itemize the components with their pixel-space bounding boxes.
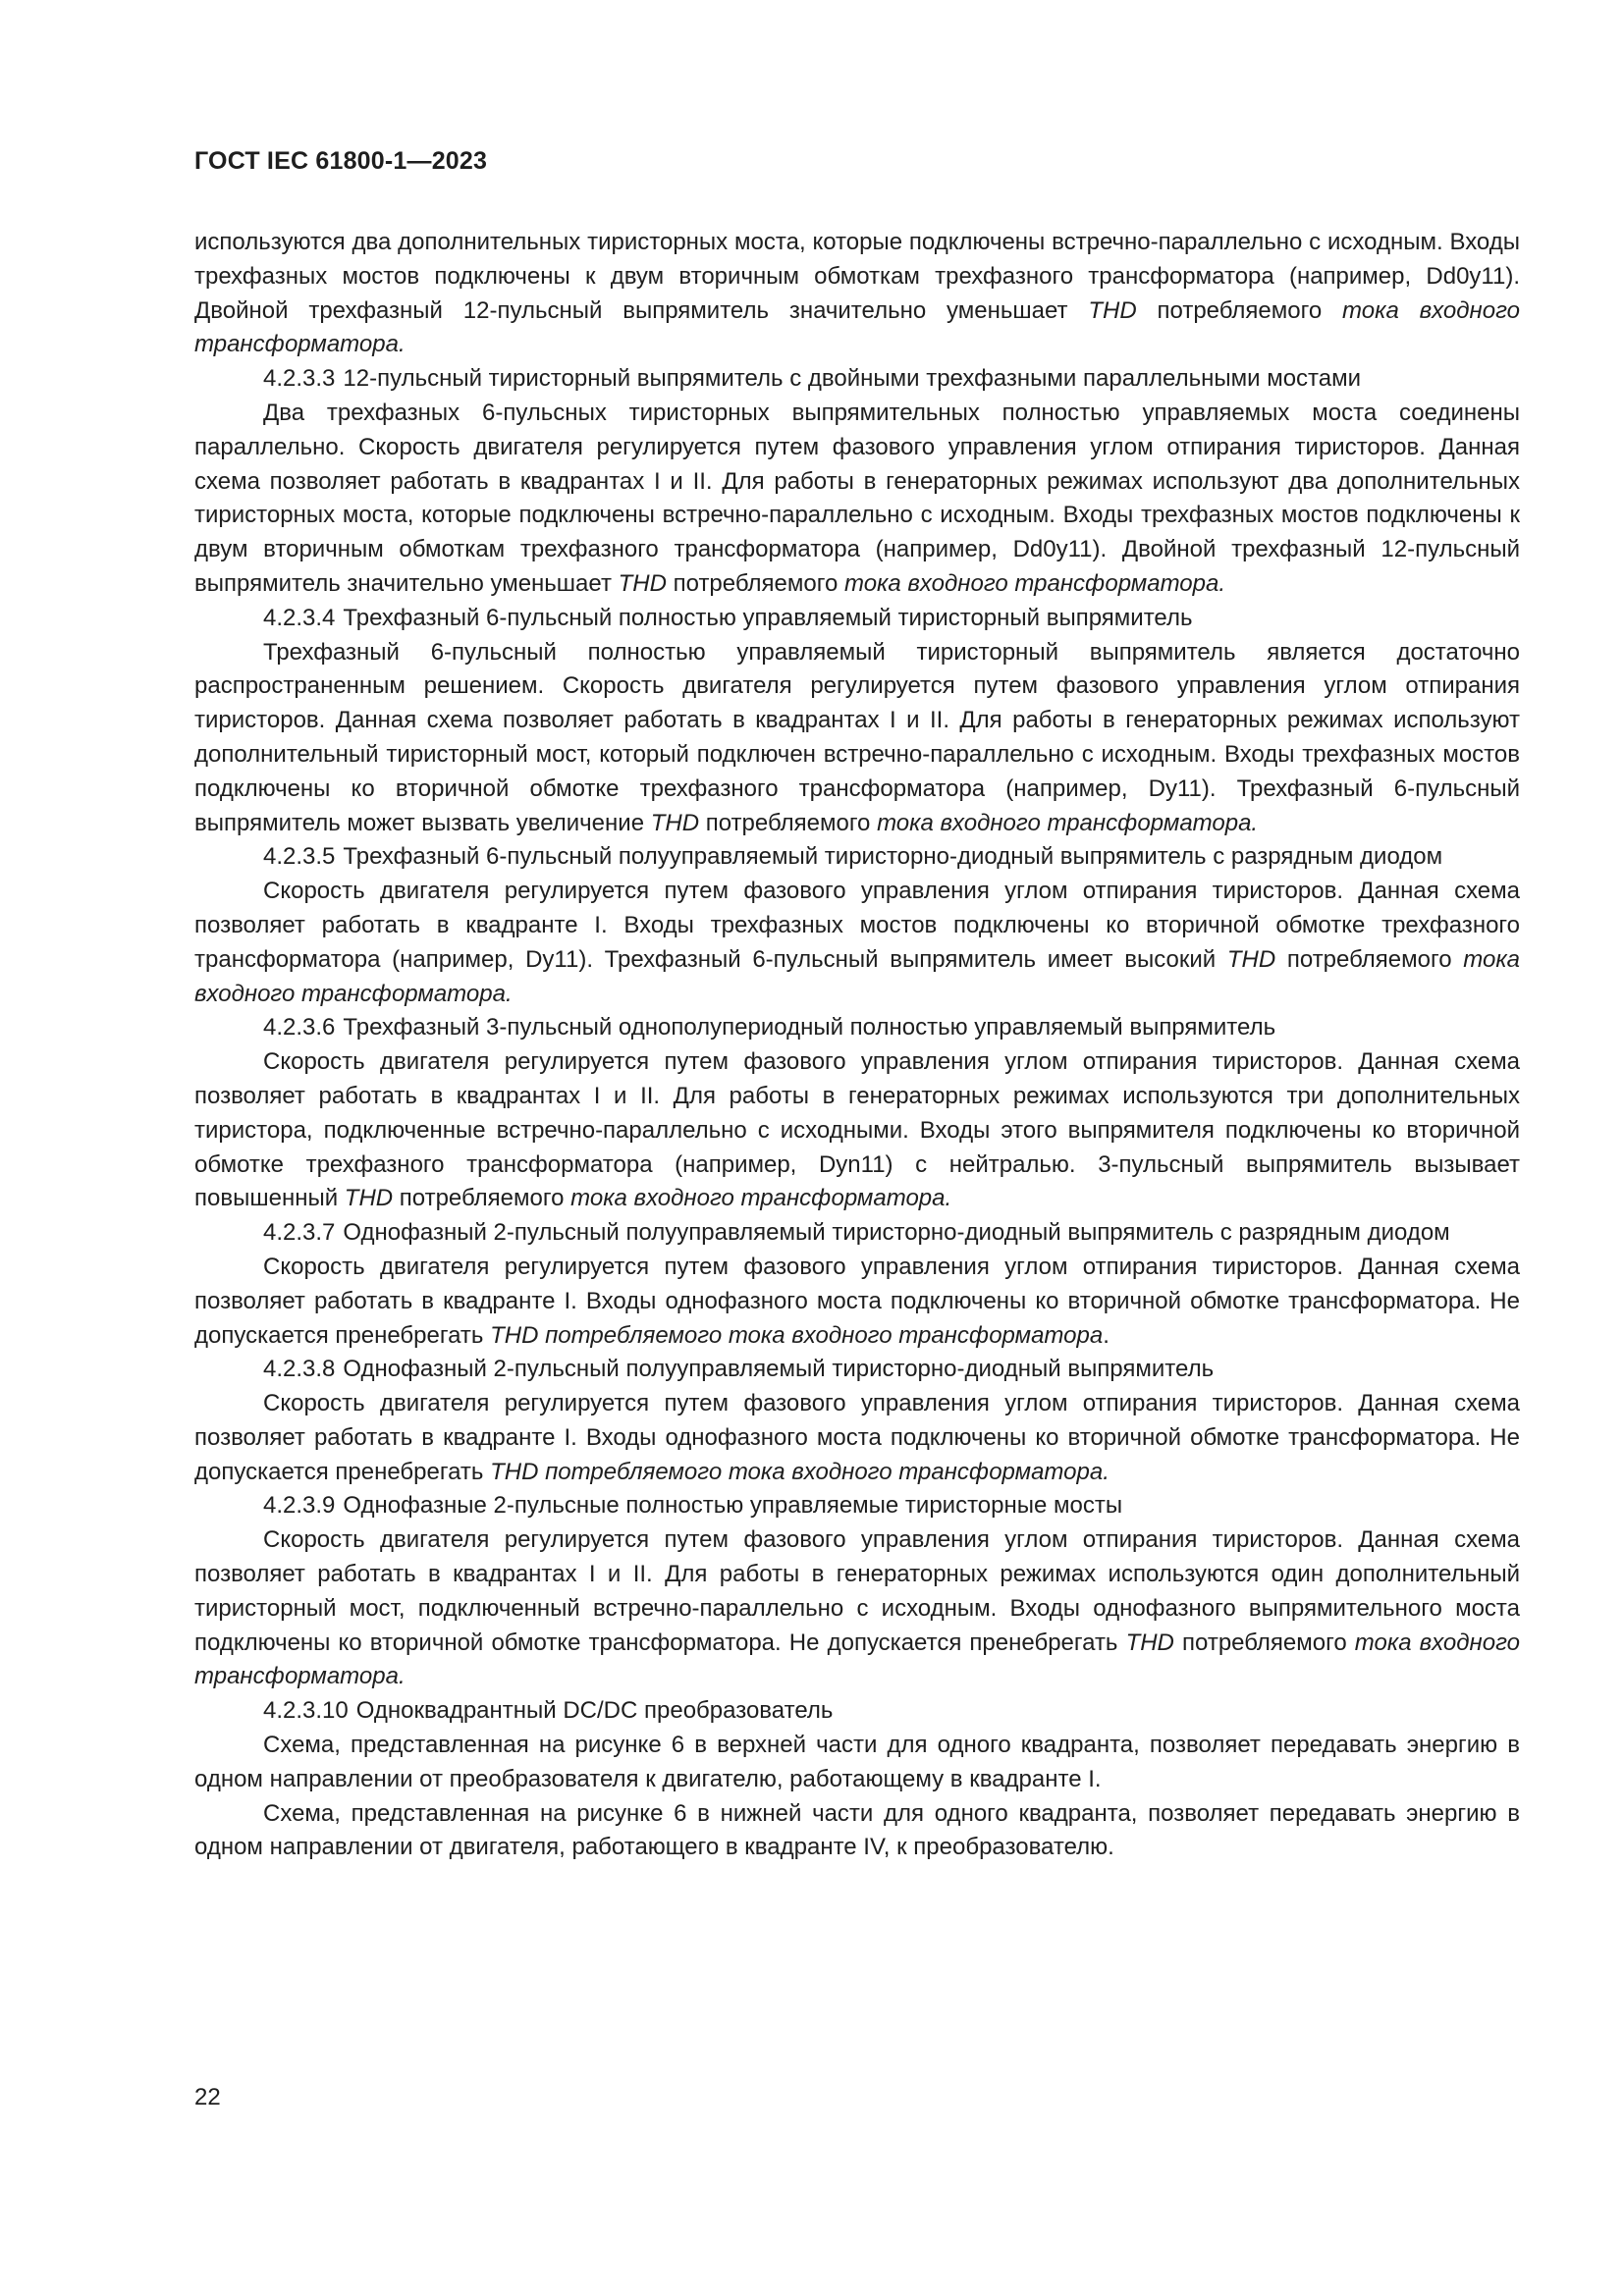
italic-text: THD потребляемого тока входного трансформатора — [490, 1321, 1104, 1349]
italic-text: THD — [650, 809, 700, 836]
paragraph-text: Скорость двигателя регулируется путем фазового управления углом отпирания тиристоров. Данная схема позволяет работать в квадрантах I и II. Для работы в генераторных режимах используются три дополнительных тиристора, подключенные встречно-параллельно с исходными. Входы этого выпрямителя подключены ко вторичной обмотке трехфазного трансформатора (например, Dyn11) с нейтралью. 3-пульсный выпрямитель вызывает повышенный — [194, 1048, 1520, 1212]
body-paragraph — [194, 636, 1520, 841]
body-paragraph — [194, 1045, 1520, 1216]
section-heading — [194, 602, 1520, 636]
body-paragraph — [194, 1729, 1520, 1797]
paragraph-text: используются два дополнительных тиристорных моста, которые подключены встречно-параллельно с исходным. Входы трехфазных мостов подключены к двум вторичным обмоткам трехфазного трансформатора (например, Dd0y11). Двойной трехфазный 12-пульсный выпрямитель значительно уменьшает — [194, 229, 1520, 324]
body-paragraph — [194, 226, 1520, 362]
section-heading — [194, 1489, 1520, 1523]
paragraph-text: Трехфазный 6-пульсный полностью управляемый тиристорный выпрямитель является достаточно распространенным решением. Скорость двигателя регулируется путем фазового управления углом отпирания тиристоров. Данная схема позволяет работать в квадрантах I и II. Для работы в генераторных режимах используют дополнительный тиристорный мост, который подключен встречно-параллельно с исходным. Входы трехфазных мостов подключены ко вторичной обмотке трехфазного трансформатора (например, Dy11). Трехфазный 6-пульсный выпрямитель может вызвать увеличение — [194, 638, 1520, 836]
paragraph-text: потребляемого — [1275, 945, 1464, 973]
section-title: Трехфазный 6-пульсный полностью управляемый тиристорный выпрямитель — [343, 604, 1193, 631]
paragraph-text: Скорость двигателя регулируется путем фазового управления углом отпирания тиристоров. Данная схема позволяет работать в квадранте I. Входы однофазного моста подключены ко вторичной обмотке трансформатора. Не допускается пренебрегать — [194, 1390, 1520, 1485]
section-title: Одноквадрантный DC/DC преобразователь — [355, 1697, 834, 1725]
paragraph-text: Скорость двигателя регулируется путем фазового управления углом отпирания тиристоров. Данная схема позволяет работать в квадранте I. Входы однофазного моста подключены ко вторичной обмотке трансформатора. Не допускается пренебрегать — [194, 1253, 1520, 1349]
section-title: 12-пульсный тиристорный выпрямитель с двойными трехфазными параллельными мостами — [343, 365, 1362, 393]
paragraph-text: потребляемого — [666, 569, 844, 597]
body-paragraph — [194, 397, 1520, 602]
paragraph-text: Схема, представленная на рисунке 6 в верхней части для одного квадранта, позволяет передавать энергию в одном направлении от преобразователя к двигателю, работающему в квадранте I. — [194, 1732, 1520, 1792]
italic-text: тока входного трансформатора. — [843, 569, 1225, 597]
italic-text: тока входного трансформатора. — [194, 1629, 1521, 1690]
paragraph-text: Два трехфазных 6-пульсных тиристорных выпрямительных полностью управляемых моста соединены параллельно. Скорость двигателя регулируется путем фазового управления углом отпирания тиристоров. Данная схема позволяет работать в квадрантах I и II. Для работы в генераторных режимах используют два дополнительных тиристорных моста, которые подключены встречно-параллельно с исходным. Входы трехфазных мостов подключены к двум вторичным обмоткам трехфазного трансформатора (например, Dd0y11). Двойной трехфазный 12-пульсный выпрямитель значительно уменьшает — [194, 399, 1520, 597]
document-body — [194, 226, 1520, 1865]
italic-text: THD потребляемого тока входного трансформатора. — [490, 1458, 1110, 1485]
italic-text: тока входного трансформатора. — [194, 945, 1520, 1007]
section-heading — [194, 1694, 1520, 1729]
italic-text: THD — [1088, 296, 1137, 324]
section-number: 4.2.3.3 — [263, 365, 336, 393]
section-heading — [194, 1216, 1520, 1251]
section-number: 4.2.3.4 — [263, 604, 336, 631]
body-paragraph — [194, 1523, 1520, 1694]
italic-text: тока входного трансформатора. — [570, 1185, 952, 1212]
document-header: ГОСТ IEC 61800-1—2023 — [194, 147, 488, 175]
italic-text: THD — [1125, 1629, 1174, 1656]
section-number: 4.2.3.8 — [263, 1356, 336, 1383]
section-title: Однофазный 2-пульсный полууправляемый тиристорно-диодный выпрямитель — [343, 1356, 1215, 1383]
section-heading — [194, 362, 1520, 397]
section-number: 4.2.3.10 — [263, 1697, 349, 1725]
section-title: Однофазный 2-пульсный полууправляемый тиристорно-диодный выпрямитель с разрядным диодом — [343, 1219, 1450, 1247]
paragraph-text: потребляемого — [393, 1185, 571, 1212]
body-paragraph — [194, 1387, 1520, 1489]
section-heading — [194, 1011, 1520, 1045]
body-paragraph — [194, 875, 1520, 1011]
section-number: 4.2.3.9 — [263, 1492, 336, 1520]
section-title: Трехфазный 3-пульсный однополупериодный полностью управляемый выпрямитель — [343, 1014, 1276, 1041]
paragraph-text: Схема, представленная на рисунке 6 в нижней части для одного квадранта, позволяет передавать энергию в одном направлении от двигателя, работающего в квадранте IV, к преобразователю. — [194, 1799, 1520, 1861]
body-paragraph — [194, 1251, 1520, 1353]
paragraph-text: потребляемого — [699, 809, 878, 836]
section-heading — [194, 840, 1520, 875]
section-number: 4.2.3.7 — [263, 1219, 336, 1247]
section-number: 4.2.3.6 — [263, 1014, 336, 1041]
italic-text: тока входного трансформатора. — [877, 809, 1259, 836]
paragraph-text: потребляемого — [1136, 296, 1343, 324]
section-title: Однофазные 2-пульсные полностью управляемые тиристорные мосты — [343, 1492, 1123, 1520]
italic-text: THD — [618, 569, 667, 597]
italic-text: тока входного трансформатора. — [194, 296, 1520, 358]
section-title: Трехфазный 6-пульсный полууправляемый тиристорно-диодный выпрямитель с разрядным диодом — [343, 843, 1443, 871]
section-heading — [194, 1353, 1520, 1387]
page-number: 22 — [194, 2084, 221, 2110]
section-number: 4.2.3.5 — [263, 843, 336, 871]
body-paragraph — [194, 1797, 1520, 1866]
italic-text: THD — [344, 1185, 394, 1212]
paragraph-text: потребляемого — [1173, 1629, 1355, 1656]
italic-text: THD — [1226, 945, 1276, 973]
paragraph-text: Скорость двигателя регулируется путем фазового управления углом отпирания тиристоров. Данная схема позволяет работать в квадранте I. Входы трехфазных мостов подключены ко вторичной обмотке трехфазного трансформатора (например, Dy11). Трехфазный 6-пульсный выпрямитель имеет высокий — [194, 878, 1520, 973]
paragraph-text: Скорость двигателя регулируется путем фазового управления углом отпирания тиристоров. Данная схема позволяет работать в квадрантах I и II. Для работы в генераторных режимах используются один дополнительный тиристорный мост, подключенный встречно-параллельно с исходным. Входы однофазного выпрямительного моста подключены ко вторичной обмотке трансформатора. Не допускается пренебрегать — [194, 1526, 1520, 1656]
paragraph-text: . — [1103, 1321, 1110, 1349]
